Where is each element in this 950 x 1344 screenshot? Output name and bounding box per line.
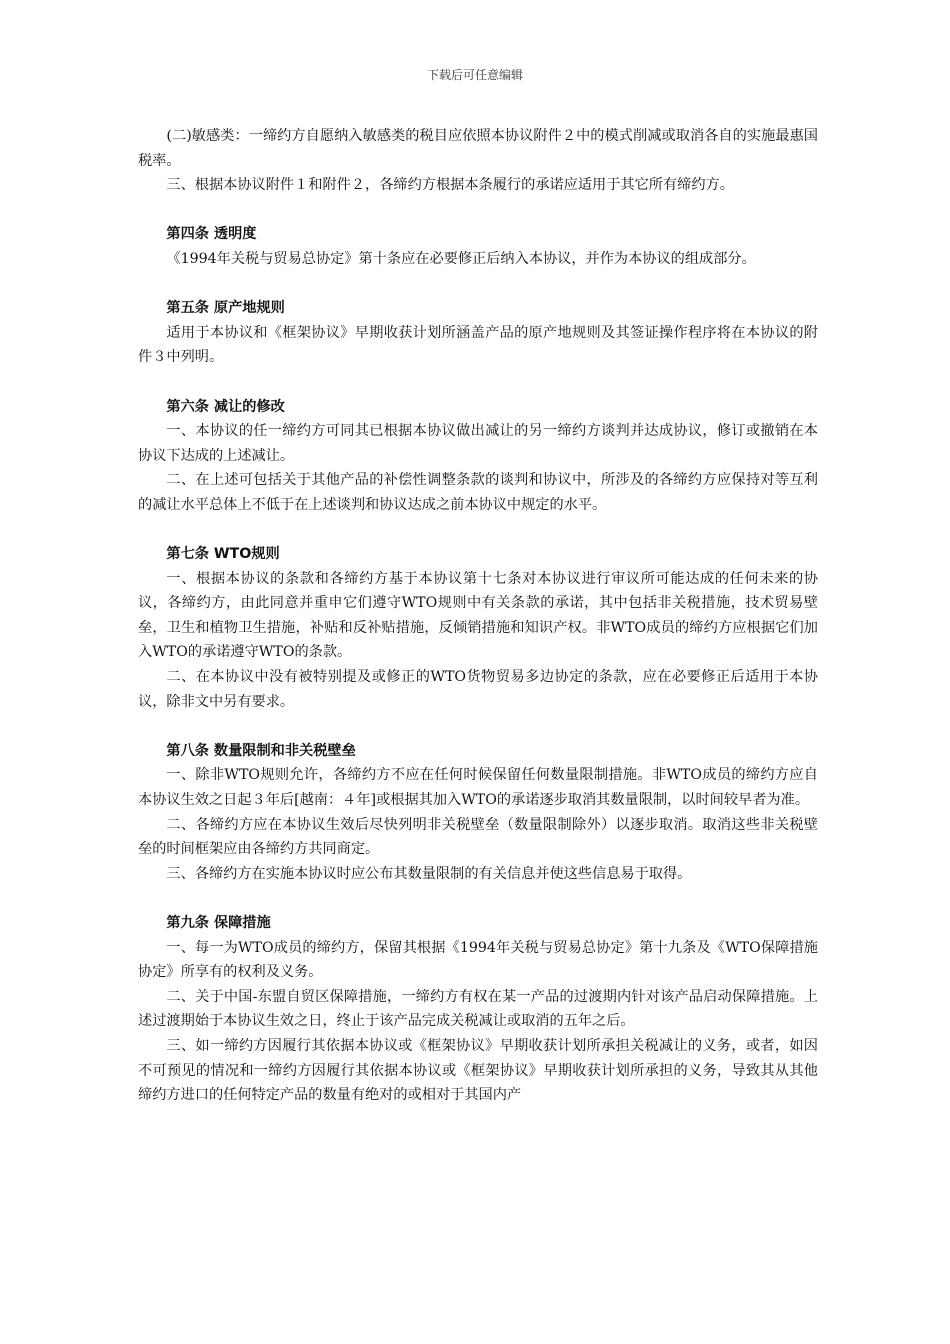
paragraph: 适用于本协议和《框架协议》早期收获计划所涵盖产品的原产地规则及其签证操作程序将在本协议的附件３中列明。 bbox=[138, 324, 818, 366]
article-heading: 第七条 WTO规则 bbox=[166, 546, 280, 563]
paragraph: 二、在上述可包括关于其他产品的补偿性调整条款的谈判和协议中，所涉及的各缔约方应保持对等互利的减让水平总体上不低于在上述谈判和协议达成之前本协议中规定的水平。 bbox=[138, 472, 818, 513]
paragraph: 二、各缔约方应在本协议生效后尽快列明非关税壁垒（数量限制除外）以逐步取消。取消这些非关税壁垒的时间框架应由各缔约方共同商定。 bbox=[138, 816, 818, 858]
paragraph: 三、根据本协议附件１和附件２，各缔约方根据本条履行的承诺应适用于其它所有缔约方。 bbox=[166, 177, 734, 194]
paragraph: 三、各缔约方在实施本协议时应公布其数量限制的有关信息并使这些信息易于取得。 bbox=[166, 865, 692, 882]
paragraph: 三、如一缔约方因履行其依据本协议或《框架协议》早期收获计划所承担关税减让的义务，或者，如因不可预见的情况和一缔约方因履行其依据本协议或《框架协议》早期收获计划所承担的义务，导致其从其他缔约方进口的任何特定产品的数量有绝对的或相对于其国内产 bbox=[138, 1037, 818, 1104]
paragraph: 一、根据本协议的条款和各缔约方基于本协议第十七条对本协议进行审议所可能达成的任何未来的协议，各缔约方，由此同意并重申它们遵守WTO规则中有关条款的承诺，其中包括非关税措施，技术贸易壁垒，卫生和植物卫生措施，补贴和反补贴措施，反倾销措施和知识产权。非WTO成员的缔约方应根据它们加入WTO的承诺遵守WTO的条款。 bbox=[138, 570, 818, 661]
article-heading: 第五条 原产地规则 bbox=[166, 300, 285, 317]
section-spacer bbox=[138, 714, 818, 739]
article-heading: 第九条 保障措施 bbox=[166, 915, 271, 931]
section-spacer bbox=[138, 370, 818, 395]
paragraph: 二、关于中国-东盟自贸区保障措施，一缔约方有权在某一产品的过渡期内针对该产品启动保障措施。上述过渡期始于本协议生效之日，终止于该产品完成关税减让或取消的五年之后。 bbox=[138, 988, 818, 1030]
paragraph: 一、本协议的任一缔约方可同其已根据本协议做出减让的另一缔约方谈判并达成协议，修订或撤销在本协议下达成的上述减让。 bbox=[138, 423, 818, 464]
paragraph: 一、每一为WTO成员的缔约方，保留其根据《1994年关税与贸易总协定》第十九条及《WTO保障措施协定》所享有的权利及义务。 bbox=[138, 939, 818, 981]
paragraph: 一、除非WTO规则允许，各缔约方不应在任何时候保留任何数量限制措施。非WTO成员的缔约方应自本协议生效之日起３年后[越南：４年]或根据其加入WTO的承诺逐步取消其数量限制，以时间较早者为准。 bbox=[138, 767, 818, 809]
article-heading: 第八条 数量限制和非关税壁垒 bbox=[166, 742, 356, 759]
article-heading: 第六条 减让的修改 bbox=[166, 398, 285, 415]
section-spacer bbox=[138, 518, 818, 543]
section-spacer bbox=[138, 198, 818, 223]
page-header: 下载后可任意编辑 bbox=[426, 68, 523, 82]
paragraph: (二)敏感类：一缔约方自愿纳入敏感类的税目应依照本协议附件２中的模式削减或取消各自的实施最惠国税率。 bbox=[138, 128, 818, 169]
document-body bbox=[138, 124, 818, 1108]
article-heading: 第四条 透明度 bbox=[166, 226, 257, 243]
section-spacer bbox=[138, 272, 818, 297]
paragraph: 二、在本协议中没有被特别提及或修正的WTO货物贸易多边协定的条款，应在必要修正后适用于本协议，除非文中另有要求。 bbox=[138, 669, 818, 710]
section-spacer bbox=[138, 886, 818, 911]
paragraph: 《1994年关税与贸易总协定》第十条应在必要修正后纳入本协议，并作为本协议的组成部分。 bbox=[166, 250, 756, 267]
